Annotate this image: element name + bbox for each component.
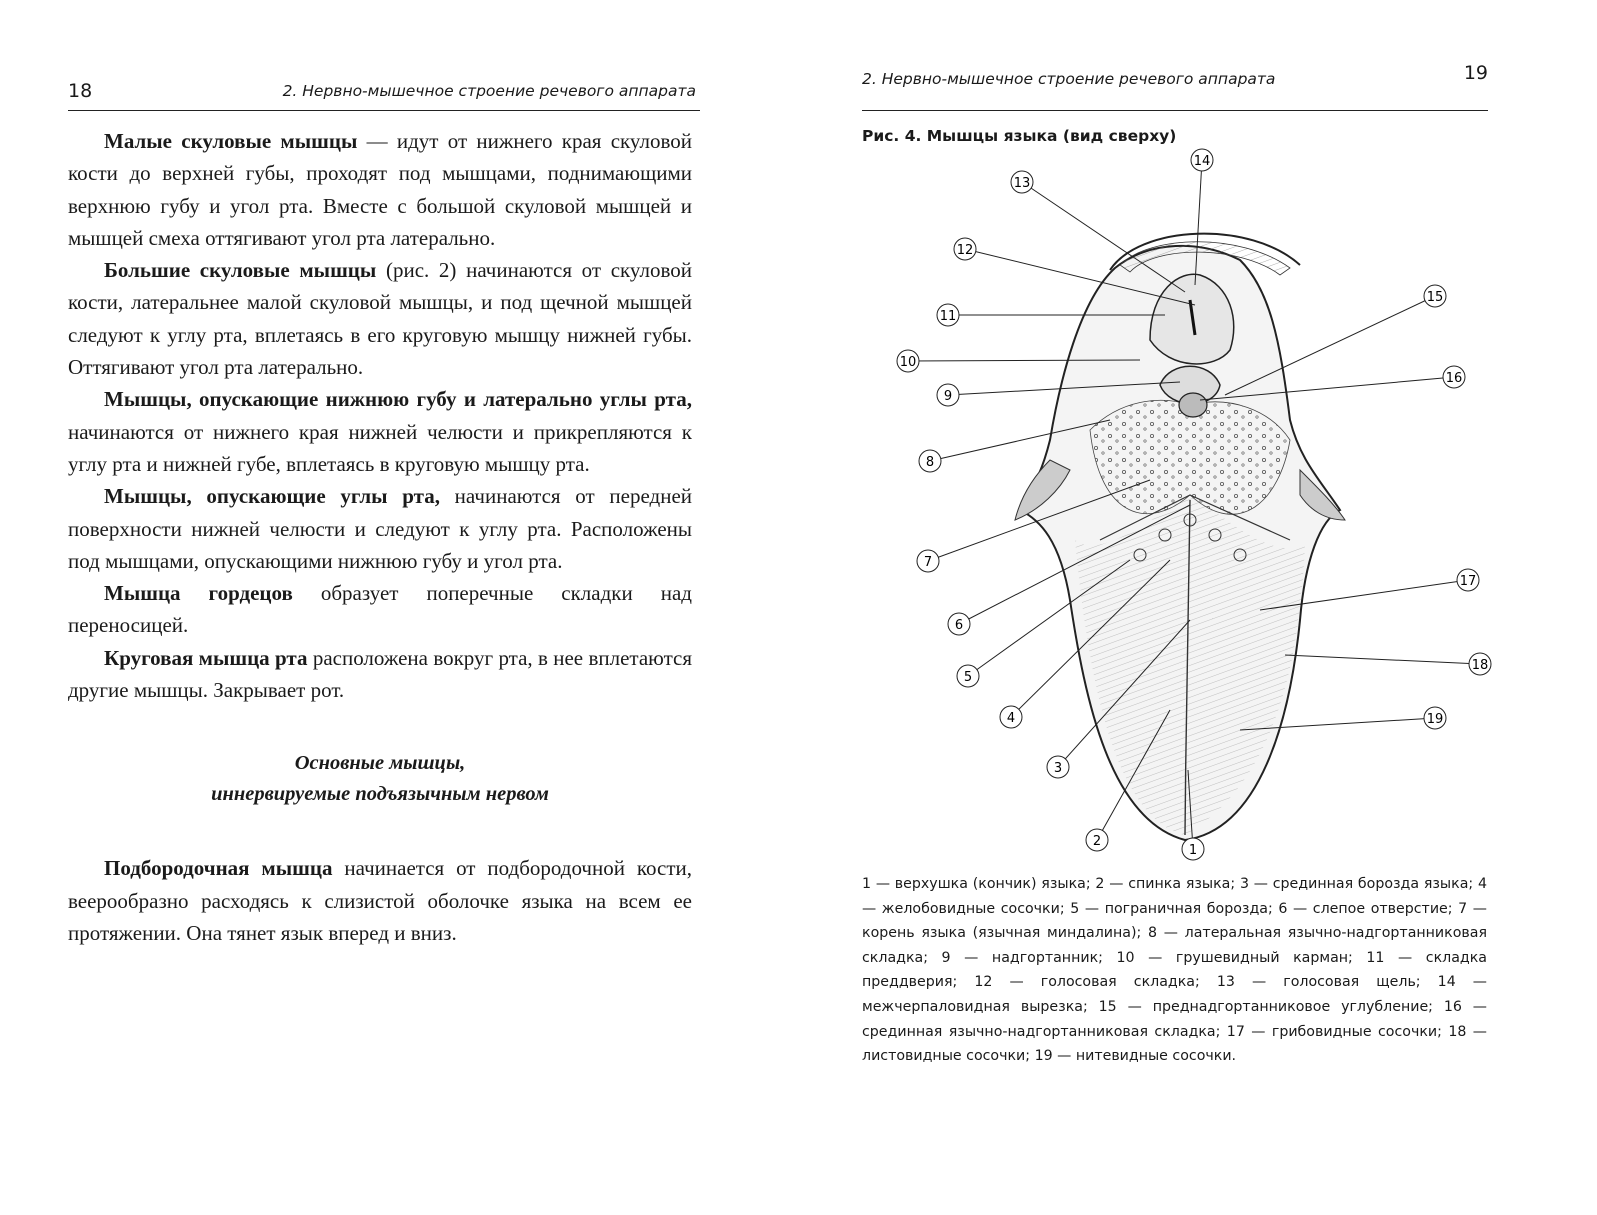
paragraph-term: Круговая мышца рта	[104, 645, 308, 670]
paragraph-term: Мышца гордецов	[104, 581, 293, 606]
paragraph-term: Малые скуловые мышцы	[104, 129, 358, 153]
callout-15-label: 15	[1426, 290, 1444, 305]
callout-16	[1443, 366, 1465, 388]
callout-8	[919, 450, 941, 472]
paragraph-text: образует поперечные складки над переносицей.	[68, 581, 692, 638]
callout-12	[954, 238, 976, 260]
callout-4	[1000, 706, 1022, 728]
callout-19	[1424, 707, 1446, 729]
left-page	[0, 0, 790, 1215]
callout-17-label: 17	[1459, 574, 1477, 589]
left-running-head-title: 2. Нервно-мышечное строение речевого аппарата	[282, 82, 696, 100]
callout-17	[1457, 569, 1479, 591]
figure-legend: 1 — верхушка (кончик) языка; 2 — спинка языка; 3 — срединная борозда языка; 4 — желобовидные сосочки; 5 — пограничная борозда; 6 — слепое отверстие; 7 — корень языка (язычная миндалина); 8 — латеральная язычно-надгортанниковая складка; 9 — надгортанник; 10 — грушевидный карман; 11 — складка преддверия; 12 — голосовая складка; 13 — голосовая щель; 14 — межчерпаловидная вырезка; 15 — преднадгортанниковое углубление; 16 — срединная язычно-надгортанниковая складка; 17 — грибовидные сосочки; 18 — листовидные сосочки; 19 — нитевидные сосочки.	[862, 876, 1487, 1065]
callout-6-label: 6	[954, 618, 964, 633]
callout-10	[897, 350, 919, 372]
paragraph-4	[68, 480, 692, 577]
right-running-head-title: 2. Нервно-мышечное строение речевого аппарата	[862, 70, 1276, 88]
paragraph-6	[68, 642, 692, 707]
callout-2-label: 2	[1092, 834, 1102, 849]
right-running-head	[862, 62, 1488, 111]
callout-12-label: 12	[956, 243, 974, 258]
vallecula	[1179, 393, 1207, 417]
paragraph-text: начинаются от нижнего края нижней челюсти и прикрепляются к углу рта и нижней губе, вплетаясь в круговую мышцу рта.	[68, 419, 692, 476]
subheading-line-1: Основные мышцы,	[294, 752, 466, 775]
callout-13	[1011, 171, 1033, 193]
callout-14-label: 14	[1193, 154, 1211, 169]
callout-7-label: 7	[923, 555, 933, 570]
callout-3	[1047, 756, 1069, 778]
callout-5	[957, 665, 979, 687]
paragraph-5	[68, 577, 692, 642]
left-page-number: 18	[68, 80, 93, 102]
callout-18	[1469, 653, 1491, 675]
callout-7	[917, 550, 939, 572]
callout-2	[1086, 829, 1108, 851]
callout-18-label: 18	[1471, 658, 1489, 673]
callout-10-label: 10	[899, 355, 917, 370]
subheading-line-2: иннервируемые подъязычным нервом	[211, 783, 549, 806]
callout-9	[937, 384, 959, 406]
callout-16-label: 16	[1445, 371, 1463, 386]
right-page-number: 19	[1463, 62, 1488, 84]
callout-1-label: 1	[1188, 843, 1198, 858]
callout-14	[1191, 149, 1213, 171]
callout-1	[1182, 838, 1204, 860]
callout-6	[948, 613, 970, 635]
paragraph-term: Подбородочная мышца	[104, 856, 333, 881]
paragraph-2	[68, 254, 692, 383]
callout-4-label: 4	[1006, 711, 1016, 726]
callout-5-label: 5	[963, 670, 973, 685]
paragraph-text: начинаются от передней поверхности нижней челюсти и следуют к углу рта. Расположены под мышцами, опускающими нижнюю губу и угол рта.	[68, 484, 692, 573]
section-subheading	[68, 748, 692, 810]
callout-9-label: 9	[943, 389, 953, 404]
callout-19-label: 19	[1426, 712, 1444, 727]
callout-8-label: 8	[925, 455, 935, 470]
left-body-text	[68, 125, 692, 949]
tongue-illustration	[820, 140, 1510, 870]
left-running-head	[68, 76, 700, 111]
paragraph-text: (рис. 2) начинаются от скуловой кости, латеральнее малой скуловой мышцы, и под щечной мышцей следуют к углу рта, вплетаясь в его круговую мышцу нижней губы. Оттягивают угол рта латерально.	[68, 258, 692, 380]
paragraph-term: Большие скуловые мышцы	[104, 258, 377, 283]
callout-11-label: 11	[939, 309, 957, 324]
paragraph-text: — идут от нижнего края скуловой кости до верхней губы, проходят под мышцами, поднимающими верхнюю губу и угол рта. Вместе с большой скуловой мышцей и мышцей смеха оттягивают угол рта латерально.	[68, 129, 692, 250]
paragraph-term: Мышцы, опускающие нижнюю губу и латерально углы рта,	[104, 387, 692, 412]
callout-11	[937, 304, 959, 326]
paragraph-1	[68, 125, 692, 254]
paragraph-7	[68, 852, 692, 949]
paragraph-text: расположена вокруг рта, в нее вплетаются другие мышцы. Закрывает рот.	[68, 645, 692, 703]
callout-13-label: 13	[1013, 176, 1031, 191]
paragraph-term: Мышцы, опускающие углы рта,	[104, 484, 440, 509]
paragraph-text: начинается от подбородочной кости, веерообразно расходясь к слизистой оболочке языка на всем ее протяжении. Она тянет язык вперед и вниз.	[68, 856, 693, 945]
callout-15	[1424, 285, 1446, 307]
figure-title: Рис. 4. Мышцы языка (вид сверху)	[862, 127, 1177, 145]
callout-3-label: 3	[1053, 761, 1063, 776]
paragraph-3	[68, 383, 692, 480]
